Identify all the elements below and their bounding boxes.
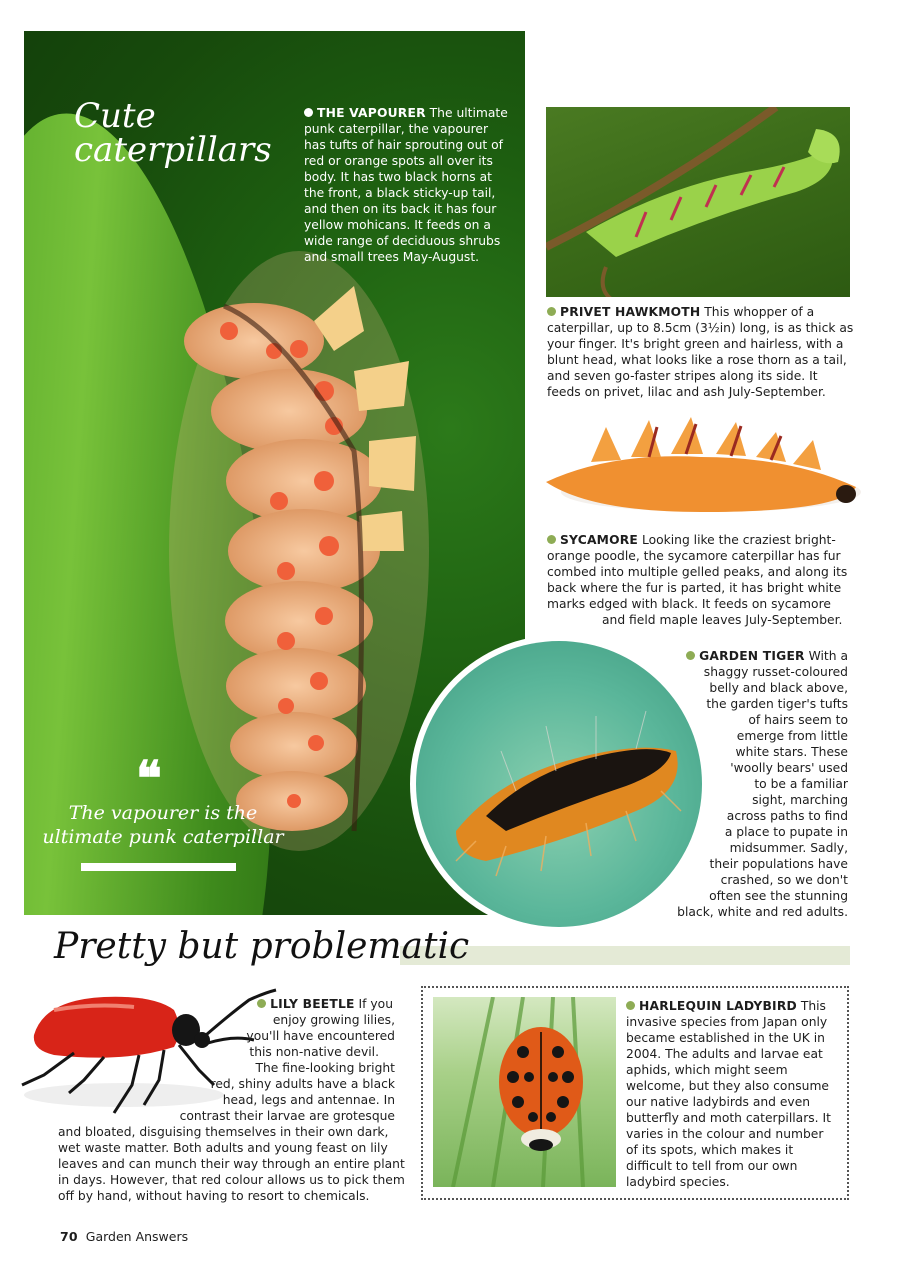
quote-underline bbox=[81, 863, 236, 871]
entry-heading: HARLEQUIN LADYBIRD bbox=[639, 999, 797, 1013]
page-number: 70 bbox=[60, 1229, 78, 1244]
bullet-icon bbox=[547, 535, 556, 544]
entry-heading: SYCAMORE bbox=[560, 533, 639, 547]
quote-mark-icon: ❝ bbox=[136, 751, 162, 807]
harlequin-ladybird-photo bbox=[433, 997, 616, 1187]
bullet-icon bbox=[686, 651, 695, 660]
harlequin-entry: HARLEQUIN LADYBIRD This invasive species from Japan only became established in the UK in 2004. The adults and larvae eat aphids, which might seem welcome, but they also consume our native ladybirds and even butterfly and moth caterpillars. It varies in the colour and number of its spots, which makes it difficult to tell from our own ladybird species. bbox=[626, 999, 831, 1189]
panel-title: Cute caterpillars bbox=[74, 96, 272, 170]
garden-tiger-entry: GARDEN TIGER With a shaggy russet-coloured belly and black above, the garden tiger's tufts of hairs seem to emerge from little white stars. These 'woolly bears' used to be a familiar sight, marching across paths to find a place to pupate in midsummer. Sadly, their populations have crashed, so we don't often see the stunning black, white and red adults. bbox=[677, 649, 848, 919]
privet-hawkmoth-entry: PRIVET HAWKMOTH This whopper of a caterpillar, up to 8.5cm (3½in) long, is as thick as your finger. It's bright green and hairless, with a blunt head, what looks like a rose thorn as a tail, and seven go-faster stripes along its side. It feeds on privet, lilac and ash July-September. bbox=[547, 305, 854, 399]
magazine-name: Garden Answers bbox=[85, 1229, 189, 1244]
sycamore-entry: SYCAMORE Looking like the craziest bright- orange poodle, the sycamore caterpillar has fur combed into multiple gelled peaks, and along its back where the fur is parted, it has bright white marks edged with black. It feeds on sycamore and field maple leaves July-September. bbox=[547, 533, 848, 627]
bullet-icon bbox=[257, 999, 266, 1008]
entry-heading: LILY BEETLE bbox=[270, 997, 355, 1011]
entry-heading: THE VAPOURER bbox=[317, 106, 426, 120]
bullet-icon bbox=[304, 108, 313, 117]
bullet-icon bbox=[626, 1001, 635, 1010]
sycamore-caterpillar-photo bbox=[531, 412, 861, 520]
privet-hawkmoth-photo bbox=[546, 107, 850, 297]
page-footer bbox=[60, 1229, 188, 1244]
entry-heading: GARDEN TIGER bbox=[699, 649, 805, 663]
bullet-icon bbox=[547, 307, 556, 316]
entry-heading: PRIVET HAWKMOTH bbox=[560, 305, 701, 319]
section-title: Pretty but problematic bbox=[54, 926, 470, 967]
lily-beetle-entry: LILY BEETLE If you enjoy growing lilies, you'll have encountered this non-native devil. The fine-looking bright red, shiny adults have a black head, legs and antennae. In contrast their larvae are grotesque and bloated, disguising themselves in their own dark, wet waste matter. Both adults and young feast on lily leaves and can munch their way through an entire plant in days. However, that red colour allows us to pick them off by hand, without having to resort to chemicals. bbox=[58, 997, 405, 1203]
vapourer-entry: THE VAPOURER The ultimate punk caterpillar, the vapourer has tufts of hair sprouting out of red or orange spots all over its body. It has two black horns at the front, a black sticky-up tail, and then on its back it has four yellow mohicans. It feeds on a wide range of deciduous shrubs and small trees May-August. bbox=[304, 106, 508, 264]
pull-quote: The vapourer is the ultimate punk caterpillar bbox=[42, 802, 284, 848]
